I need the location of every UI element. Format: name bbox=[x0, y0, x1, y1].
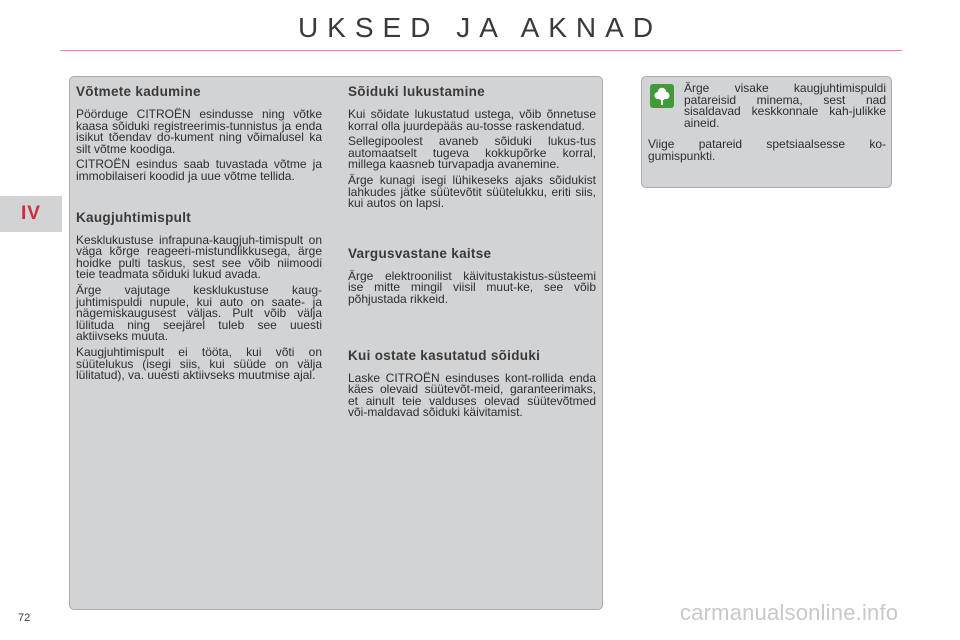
chapter-tab: IV bbox=[0, 196, 62, 232]
paragraph: Kaugjuhtimispult ei tööta, kui võti on süütelukus (isegi siis, kui süüde on välja lülitatud), va. uuesti aktiivseks muutmise ajal. bbox=[76, 344, 322, 383]
page-number: 72 bbox=[18, 612, 31, 624]
paragraph: Ärge kunagi isegi lühikeseks ajaks sõidukist lahkudes jätke süütevõtit süütelukku, eriti siis, kui autos on lapsi. bbox=[348, 172, 596, 211]
right-column bbox=[348, 84, 596, 423]
title-divider bbox=[60, 50, 902, 51]
watermark: carmanualsonline.info bbox=[680, 600, 899, 625]
paragraph: Kui sõidate lukustatud ustega, võib õnnetuse korral olla juurdepääs au-tosse raskendatud. bbox=[348, 107, 596, 133]
section-title-used-vehicle: Kui ostate kasutatud sõiduki bbox=[348, 347, 541, 363]
section-title-key-loss: Võtmete kadumine bbox=[76, 84, 201, 99]
section-title-remote-control: Kaugjuhtimispult bbox=[76, 209, 192, 225]
paragraph: Ärge vajutage kesklukustuse kaug-juhtimispuldi nupule, kui auto on saate- ja nägemiskaugusest väljas. Pult võib välja lülituda ning seejärel tuleb see uuesti aktiivseks muuta. bbox=[76, 282, 322, 344]
side-note-second bbox=[648, 139, 886, 166]
paragraph: Pöörduge CITROËN esindusse ning võtke kaasa sõiduki registreerimis-tunnistus ja enda isikut tõendav do-kument ning võimalusel ka silt võtme koodiga. bbox=[76, 107, 322, 156]
side-note-first bbox=[648, 83, 886, 133]
paragraph: Ärge elektroonilist käivitustakistus-süsteemi ise mitte mingil viisil muut-ke, see võib põhjustada rikkeid. bbox=[348, 268, 596, 306]
left-column bbox=[76, 84, 322, 386]
section-title-anti-theft: Vargusvastane kaitse bbox=[348, 245, 492, 261]
paragraph: Sellegipoolest avaneb sõiduki lukus-tus automaatselt tugeva kokkupõrke korral, millega kaasneb turvapadja avanemine. bbox=[348, 134, 596, 172]
section-title-vehicle-locking: Sõiduki lukustamine bbox=[348, 84, 485, 99]
paragraph: Laske CITROËN esinduses kont-rollida enda käes olevaid süütevõt-meid, garanteerimaks, et ainult teie valduses olevad süütevõtmed või-maldavad sõiduki käivitamist. bbox=[348, 370, 596, 420]
paragraph: Ärge visake kaugjuhtimispuldi patareisid minema, sest nad sisaldavad keskkonnale kah-julikke aineid. bbox=[684, 81, 886, 130]
paragraph: CITROËN esindus saab tuvastada võtme ja immobilaiseri koodid ja uue võtme tellida. bbox=[76, 157, 322, 183]
page-title: UKSED JA AKNAD bbox=[297, 12, 663, 43]
paragraph: Kesklukustuse infrapuna-kaugjuh-timispult on väga kõrge reageeri-mistundlikkusega, ärge hoidke pulti taskus, sest see võib niimoodi teie teadmata sõiduki lukud avada. bbox=[76, 232, 322, 282]
paragraph: Viige patareid spetsiaalsesse ko-gumispunkti. bbox=[648, 137, 886, 163]
